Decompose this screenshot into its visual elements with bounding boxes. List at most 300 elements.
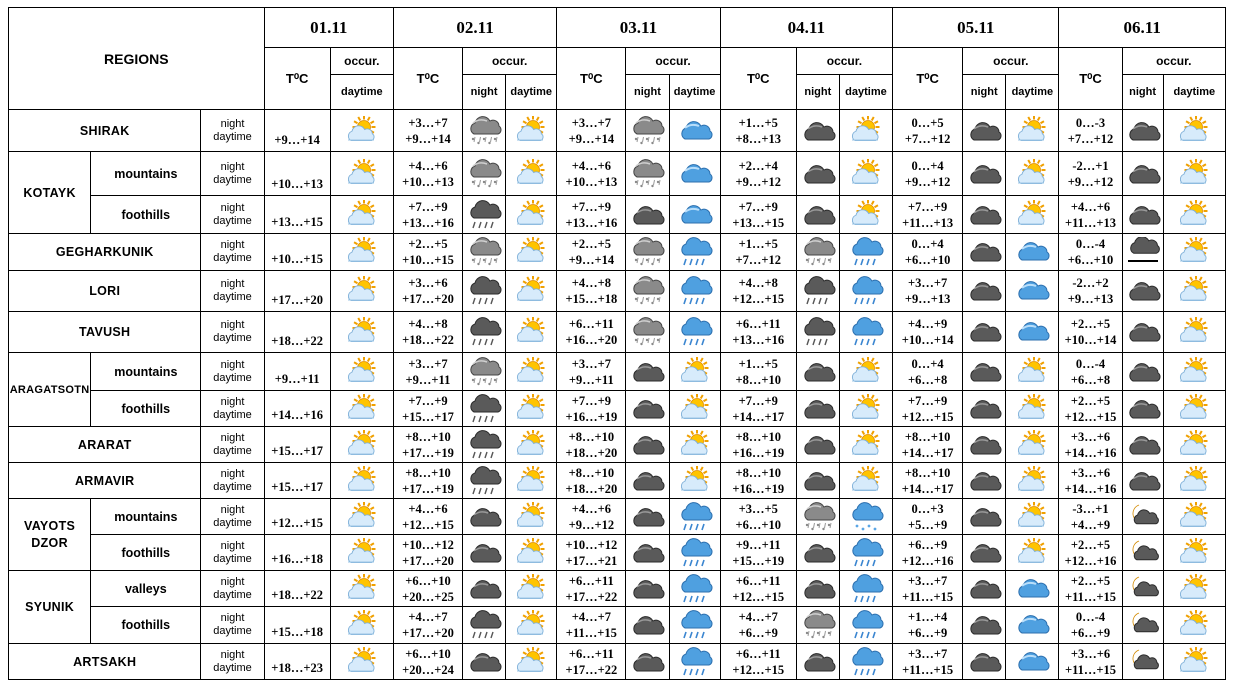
temp-cell [893, 499, 963, 535]
temp-cell [893, 110, 963, 152]
night-temp: +7…+9 [738, 199, 778, 214]
temp-cell [393, 271, 462, 312]
rain-blue-icon [669, 312, 720, 353]
night-temp: +8…+10 [735, 465, 781, 480]
night-temp: 0…+4 [911, 237, 944, 251]
temp-cell [1059, 499, 1122, 535]
cloud-icon [1006, 571, 1059, 607]
sun-cloud-icon [506, 353, 557, 391]
day-temp: +15…+18 [565, 292, 618, 306]
rain-icon [463, 196, 506, 234]
sun-cloud-icon [1163, 312, 1225, 353]
temp-cell [393, 234, 462, 271]
sun-cloud-icon [330, 110, 393, 152]
moon-cloud-icon [1122, 571, 1163, 607]
rain-blue-icon [839, 644, 892, 680]
temp-cell [1059, 427, 1122, 463]
day-temp: +12…+15 [732, 292, 785, 306]
temp-cell [1059, 110, 1122, 152]
night-daytime-label [201, 353, 264, 391]
day-temp: +14…+16 [1064, 445, 1117, 460]
day-temp: +5…+9 [907, 517, 948, 532]
night-temp: -3…+1 [1072, 501, 1109, 516]
night-temp: +3…+7 [571, 356, 611, 371]
day-temp: +17…+20 [402, 553, 454, 568]
temp-header-4: T⁰C [720, 48, 796, 110]
night-daytime-label [201, 271, 264, 312]
date-header-4: 04.11 [720, 8, 892, 48]
sun-cloud-icon [330, 391, 393, 427]
region-name: KOTAYK [9, 152, 91, 234]
temp-cell [720, 391, 796, 427]
sun-cloud-icon [506, 196, 557, 234]
sun-cloud-icon [506, 499, 557, 535]
temp-cell [893, 535, 963, 571]
temp-cell [1059, 234, 1122, 271]
sun-cloud-icon [1163, 152, 1225, 196]
night-temp: +3…+6 [1070, 646, 1111, 661]
sun-cloud-icon [1163, 499, 1225, 535]
day-temp: +12…+16 [901, 553, 954, 568]
day-temp: +4…+9 [1070, 517, 1111, 532]
sun-cloud-icon [330, 234, 393, 271]
temp-cell [557, 535, 626, 571]
night-temp: +8…+10 [904, 429, 951, 444]
sun-cloud-icon [669, 427, 720, 463]
day-temp: +9…+11 [405, 372, 451, 387]
night-temp: +4…+6 [571, 158, 611, 173]
dark-cloud-icon [796, 463, 839, 499]
night-temp: +2…+5 [1070, 317, 1111, 331]
daytime-header-6: daytime [1163, 75, 1225, 110]
day-temp: +9…+14 [568, 131, 615, 146]
temp-cell [557, 271, 626, 312]
sun-cloud-icon [669, 391, 720, 427]
night-temp: +3…+6 [1070, 465, 1111, 480]
night-temp: +6…+11 [735, 573, 781, 588]
dark-cloud-icon [626, 535, 669, 571]
region-name: VAYOTS DZOR [9, 499, 91, 571]
dark-cloud-icon [963, 152, 1006, 196]
sun-cloud-icon [1163, 196, 1225, 234]
rain-blue-icon [669, 607, 720, 644]
sun-cloud-icon [839, 152, 892, 196]
night-temp: +4…+7 [408, 610, 448, 624]
temp-cell: +13…+15 [264, 196, 330, 234]
night-temp: +8…+10 [568, 465, 615, 480]
day-temp: +11…+15 [902, 662, 954, 677]
temp-cell: +17…+20 [264, 271, 330, 312]
region-row [9, 312, 1226, 353]
day-temp: +14…+16 [1064, 481, 1117, 496]
rain-icon [463, 312, 506, 353]
daytime-label: daytime [213, 252, 252, 264]
temp-cell: +10…+15 [264, 234, 330, 271]
day-temp: +9…+13 [904, 292, 951, 306]
dark-cloud-icon [796, 152, 839, 196]
rain-snow-icon [463, 110, 506, 152]
sun-cloud-icon [506, 607, 557, 644]
subregion-name: foothills [91, 391, 201, 427]
temp-cell [893, 312, 963, 353]
day-temp: +7…+12 [1067, 131, 1114, 146]
daytime-label: daytime [213, 291, 252, 303]
occur-header-3: occur. [626, 48, 720, 75]
region-name: ARTSAKH [9, 644, 201, 680]
temp-cell [1059, 353, 1122, 391]
sun-cloud-icon [1006, 152, 1059, 196]
date-header-6: 06.11 [1059, 8, 1226, 48]
subregion-name: valleys [91, 571, 201, 607]
night-temp: +4…+9 [907, 317, 948, 331]
day-temp: +17…+20 [402, 292, 454, 306]
night-temp: +6…+11 [568, 317, 614, 331]
sun-cloud-icon [1163, 391, 1225, 427]
night-temp: +1…+4 [907, 610, 948, 624]
cloud-icon [1006, 312, 1059, 353]
night-temp: +8…+10 [904, 465, 951, 480]
sun-cloud-icon [330, 535, 393, 571]
night-temp: +7…+9 [907, 393, 948, 408]
night-daytime-label [201, 499, 264, 535]
daytime-label: daytime [213, 661, 252, 674]
temp-cell [557, 391, 626, 427]
night-temp: +2…+5 [408, 237, 448, 251]
temp-cell [720, 463, 796, 499]
night-temp: 0…+4 [911, 356, 944, 371]
sun-cloud-icon [506, 644, 557, 680]
region-row [9, 271, 1226, 312]
daytime-header-4: daytime [839, 75, 892, 110]
sun-cloud-icon [330, 353, 393, 391]
temp-cell [557, 499, 626, 535]
temp-cell [1059, 391, 1122, 427]
snow-blue-icon [839, 499, 892, 535]
sun-cloud-icon [330, 644, 393, 680]
sun-cloud-icon [1006, 391, 1059, 427]
night-temp: -2…+2 [1072, 276, 1109, 290]
day-temp: +8…+13 [735, 131, 781, 146]
region-row [9, 110, 1226, 152]
day-temp: +14…+17 [901, 481, 954, 496]
region-row [9, 152, 1226, 196]
moon-cloud-icon [1122, 644, 1163, 680]
dark-cloud-icon [796, 391, 839, 427]
cloud-icon [669, 196, 720, 234]
sun-cloud-icon [1163, 607, 1225, 644]
occur-header-1: occur. [330, 48, 393, 75]
fog-icon [1122, 234, 1163, 271]
night-temp: +2…+5 [571, 237, 611, 251]
night-label: night [220, 575, 245, 588]
temp-cell [720, 571, 796, 607]
rain-blue-icon [669, 499, 720, 535]
temp-cell [720, 196, 796, 234]
temp-cell [893, 196, 963, 234]
sun-cloud-icon [1006, 196, 1059, 234]
day-temp: +10…+13 [402, 174, 454, 189]
temp-cell: +16…+18 [264, 535, 330, 571]
temp-cell [1059, 644, 1122, 680]
night-temp: +4…+6 [1070, 199, 1111, 214]
temp-cell [720, 499, 796, 535]
temp-cell [393, 152, 462, 196]
night-temp: +7…+9 [907, 199, 948, 214]
sun-cloud-icon [669, 353, 720, 391]
day-temp: +13…+15 [732, 215, 785, 230]
temp-cell [393, 196, 462, 234]
night-temp: +8…+10 [568, 429, 615, 444]
region-name: SHIRAK [9, 110, 201, 152]
night-temp: +10…+12 [402, 537, 454, 552]
dark-cloud-icon [963, 196, 1006, 234]
night-temp: +1…+5 [738, 115, 778, 130]
rain-blue-icon [839, 312, 892, 353]
day-temp: +9…+12 [568, 517, 615, 532]
temp-cell: +9…+14 [264, 110, 330, 152]
sun-cloud-icon [330, 312, 393, 353]
night-daytime-label [201, 607, 264, 644]
day-temp: +6…+9 [1070, 626, 1111, 640]
night-daytime-label [201, 535, 264, 571]
dark-cloud-icon [1122, 152, 1163, 196]
night-temp: 0…-4 [1075, 610, 1106, 624]
day-temp: +13…+16 [732, 333, 785, 347]
dark-cloud-icon [1122, 353, 1163, 391]
sun-cloud-icon [1163, 463, 1225, 499]
daytime-header-3: daytime [669, 75, 720, 110]
night-label: night [220, 278, 245, 290]
daytime-label: daytime [213, 173, 252, 186]
day-temp: +16…+19 [565, 409, 618, 424]
night-label: night [220, 431, 245, 444]
night-temp: +2…+5 [1070, 537, 1111, 552]
dark-cloud-icon [963, 499, 1006, 535]
temp-header-3: T⁰C [557, 48, 626, 110]
night-daytime-label [201, 110, 264, 152]
temp-cell [1059, 271, 1122, 312]
temp-cell [557, 152, 626, 196]
day-temp: +11…+15 [1064, 662, 1117, 677]
temp-cell [393, 463, 462, 499]
temp-cell [893, 571, 963, 607]
night-temp: +4…+6 [571, 501, 611, 516]
night-temp: +3…+7 [571, 115, 611, 130]
night-temp: +9…+11 [735, 537, 781, 552]
night-label: night [220, 395, 245, 408]
sun-cloud-icon [330, 463, 393, 499]
sun-cloud-icon [669, 463, 720, 499]
night-temp: +3…+7 [408, 356, 448, 371]
night-daytime-label [201, 644, 264, 680]
day-temp: +9…+11 [568, 372, 614, 387]
day-temp: +17…+21 [565, 553, 618, 568]
night-header-6: night [1122, 75, 1163, 110]
daytime-label: daytime [213, 214, 252, 227]
sun-cloud-icon [1006, 110, 1059, 152]
occur-header-5: occur. [963, 48, 1059, 75]
night-daytime-label [201, 152, 264, 196]
day-temp: +11…+13 [1064, 215, 1117, 230]
temp-cell [720, 152, 796, 196]
day-temp: +17…+22 [565, 589, 618, 604]
dark-cloud-icon [626, 644, 669, 680]
day-temp: +16…+20 [565, 333, 618, 347]
night-label: night [220, 358, 245, 371]
day-temp: +13…+16 [565, 215, 618, 230]
temp-cell [720, 312, 796, 353]
sun-cloud-icon [506, 535, 557, 571]
day-temp: +10…+13 [565, 174, 618, 189]
cloud-icon [1006, 271, 1059, 312]
night-temp: +2…+5 [1070, 393, 1111, 408]
day-temp: +9…+14 [405, 131, 451, 146]
temp-cell [1059, 152, 1122, 196]
rain-blue-icon [669, 234, 720, 271]
night-temp: 0…-3 [1075, 115, 1106, 130]
temp-cell [720, 427, 796, 463]
dark-cloud-icon [963, 353, 1006, 391]
dark-cloud-icon [963, 271, 1006, 312]
region-row [9, 607, 1226, 644]
temp-cell [893, 607, 963, 644]
day-temp: +6…+10 [904, 253, 951, 267]
dark-cloud-icon [626, 571, 669, 607]
night-temp: +4…+6 [408, 158, 448, 173]
sun-cloud-icon [330, 499, 393, 535]
dark-cloud-icon [963, 312, 1006, 353]
day-temp: +12…+15 [732, 589, 785, 604]
dark-cloud-icon [463, 499, 506, 535]
temp-cell [720, 535, 796, 571]
night-temp: +7…+9 [571, 393, 611, 408]
temp-cell: +10…+13 [264, 152, 330, 196]
cloud-icon [669, 152, 720, 196]
rain-blue-icon [669, 571, 720, 607]
temp-cell [393, 535, 462, 571]
night-temp: +4…+8 [408, 317, 448, 331]
night-temp: +7…+9 [738, 393, 778, 408]
region-name: ARARAT [9, 427, 201, 463]
sun-cloud-icon [506, 571, 557, 607]
rain-snow-icon [626, 234, 669, 271]
night-temp: +7…+9 [408, 199, 448, 214]
dark-cloud-icon [626, 427, 669, 463]
region-name: SYUNIK [9, 571, 91, 644]
temp-cell [393, 110, 462, 152]
night-temp: +4…+6 [408, 501, 448, 516]
day-temp: +7…+12 [904, 131, 951, 146]
sun-cloud-icon [506, 463, 557, 499]
day-temp: +11…+15 [565, 626, 617, 640]
sun-cloud-icon [506, 312, 557, 353]
temp-cell [557, 110, 626, 152]
sun-cloud-icon [506, 110, 557, 152]
day-temp: +18…+20 [565, 481, 618, 496]
rain-snow-icon [463, 353, 506, 391]
daytime-label: daytime [213, 408, 252, 421]
date-header-2: 02.11 [393, 8, 556, 48]
dark-cloud-icon [963, 535, 1006, 571]
night-temp: 0…+3 [911, 501, 944, 516]
rain-snow-icon [626, 271, 669, 312]
day-temp: +20…+25 [402, 589, 454, 604]
subregion-name: mountains [91, 152, 201, 196]
night-label: night [220, 648, 245, 661]
night-daytime-label [201, 571, 264, 607]
cloud-icon [1006, 607, 1059, 644]
sun-cloud-icon [1163, 271, 1225, 312]
sun-cloud-icon [330, 196, 393, 234]
dark-cloud-icon [626, 607, 669, 644]
temp-cell [557, 571, 626, 607]
day-temp: +7…+12 [735, 253, 781, 267]
rain-snow-icon [796, 499, 839, 535]
night-daytime-label [201, 391, 264, 427]
day-temp: +9…+13 [1067, 292, 1114, 306]
day-temp: +11…+15 [902, 589, 954, 604]
temp-header-5: T⁰C [893, 48, 963, 110]
dark-cloud-icon [1122, 391, 1163, 427]
sun-cloud-icon [1006, 535, 1059, 571]
night-temp: +4…+7 [738, 610, 778, 624]
day-temp: +11…+13 [902, 215, 954, 230]
moon-cloud-icon [1122, 535, 1163, 571]
night-label: night [220, 467, 245, 480]
night-temp: +3…+7 [907, 276, 948, 290]
rain-icon [796, 312, 839, 353]
region-name: ARAGATSOTN [9, 353, 91, 427]
subregion-name: foothills [91, 607, 201, 644]
sun-cloud-icon [1163, 427, 1225, 463]
dark-cloud-icon [963, 234, 1006, 271]
temp-cell [557, 644, 626, 680]
sun-cloud-icon [506, 271, 557, 312]
day-temp: +12…+16 [1064, 553, 1117, 568]
moon-cloud-icon [1122, 607, 1163, 644]
sun-cloud-icon [506, 391, 557, 427]
temp-cell [557, 234, 626, 271]
day-temp: +6…+9 [738, 626, 778, 640]
temp-cell [393, 499, 462, 535]
day-temp: +12…+15 [402, 517, 454, 532]
temp-cell [1059, 607, 1122, 644]
temp-header-1: T⁰C [264, 48, 330, 110]
night-temp: +2…+5 [1070, 573, 1111, 588]
temp-cell: +15…+17 [264, 463, 330, 499]
night-daytime-label [201, 196, 264, 234]
dark-cloud-icon [963, 607, 1006, 644]
day-temp: +9…+14 [568, 253, 615, 267]
night-temp: +4…+7 [571, 610, 611, 624]
night-label: night [220, 239, 245, 251]
rain-blue-icon [839, 271, 892, 312]
night-temp: +3…+6 [408, 276, 448, 290]
temp-cell [893, 427, 963, 463]
dark-cloud-icon [963, 644, 1006, 680]
sun-cloud-icon [839, 110, 892, 152]
region-row [9, 463, 1226, 499]
sun-cloud-icon [330, 271, 393, 312]
day-temp: +6…+9 [907, 626, 948, 640]
daytime-label: daytime [213, 371, 252, 384]
rain-icon [463, 463, 506, 499]
rain-snow-icon [796, 234, 839, 271]
region-row [9, 571, 1226, 607]
temp-cell [720, 644, 796, 680]
night-label: night [220, 612, 245, 624]
rain-blue-icon [839, 607, 892, 644]
